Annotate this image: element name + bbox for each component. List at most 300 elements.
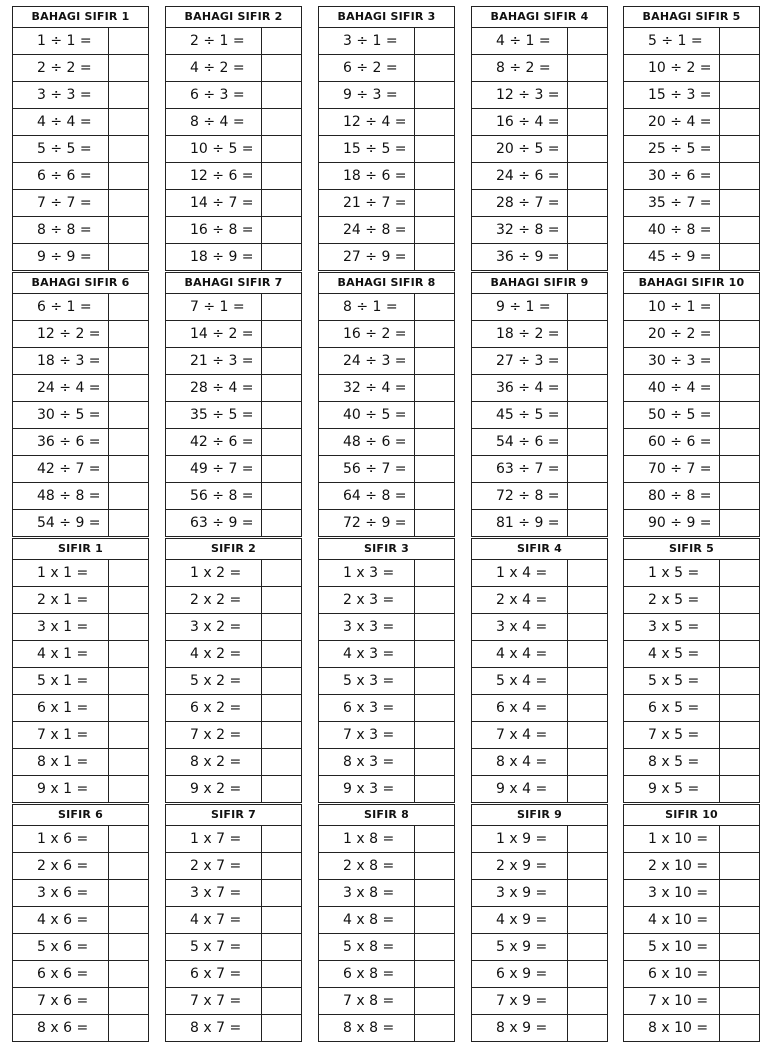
answer-cell[interactable] (262, 988, 301, 1014)
question-cell: 40 ÷ 8 = (624, 217, 720, 243)
answer-cell[interactable] (568, 136, 607, 162)
question-cell: 1 x 8 = (319, 826, 415, 852)
answer-cell[interactable] (262, 853, 301, 879)
answer-cell[interactable] (109, 483, 148, 509)
question-cell: 7 x 1 = (13, 722, 109, 748)
answer-cell[interactable] (720, 722, 759, 748)
answer-cell[interactable] (415, 321, 454, 347)
answer-cell[interactable] (720, 456, 759, 482)
table-row (624, 402, 759, 429)
answer-cell[interactable] (720, 244, 759, 270)
answer-cell[interactable] (262, 587, 301, 613)
table-row (319, 402, 454, 429)
answer-cell[interactable] (720, 826, 759, 852)
multiplication-table-card (165, 538, 302, 803)
table-row (166, 456, 301, 483)
answer-cell[interactable] (262, 375, 301, 401)
answer-cell[interactable] (415, 988, 454, 1014)
answer-cell[interactable] (415, 429, 454, 455)
table-row (13, 321, 148, 348)
answer-cell[interactable] (720, 695, 759, 721)
answer-cell[interactable] (568, 907, 607, 933)
question-cell: 35 ÷ 7 = (624, 190, 720, 216)
answer-cell[interactable] (568, 82, 607, 108)
answer-cell[interactable] (568, 614, 607, 640)
answer-cell[interactable] (568, 961, 607, 987)
table-row (166, 294, 301, 321)
answer-cell[interactable] (262, 190, 301, 216)
answer-cell[interactable] (109, 375, 148, 401)
answer-cell[interactable] (262, 749, 301, 775)
question-cell: 9 ÷ 9 = (13, 244, 109, 270)
table-row (166, 402, 301, 429)
table-row (472, 587, 607, 614)
answer-cell[interactable] (720, 402, 759, 428)
answer-cell[interactable] (568, 1015, 607, 1041)
answer-cell[interactable] (720, 483, 759, 509)
answer-cell[interactable] (568, 695, 607, 721)
answer-cell[interactable] (109, 82, 148, 108)
answer-cell[interactable] (720, 776, 759, 802)
answer-cell[interactable] (109, 456, 148, 482)
answer-cell[interactable] (262, 483, 301, 509)
question-cell: 48 ÷ 6 = (319, 429, 415, 455)
answer-cell[interactable] (415, 641, 454, 667)
question-cell: 4 x 2 = (166, 641, 262, 667)
table-row (624, 776, 759, 802)
answer-cell[interactable] (568, 402, 607, 428)
question-cell: 4 ÷ 1 = (472, 28, 568, 54)
question-cell: 3 x 9 = (472, 880, 568, 906)
table-row (13, 587, 148, 614)
division-table-card (471, 272, 608, 537)
answer-cell[interactable] (415, 82, 454, 108)
table-row (624, 244, 759, 270)
table-row (13, 429, 148, 456)
table-row (319, 244, 454, 270)
answer-cell[interactable] (415, 961, 454, 987)
answer-cell[interactable] (568, 109, 607, 135)
answer-cell[interactable] (262, 456, 301, 482)
answer-cell[interactable] (262, 82, 301, 108)
question-cell: 9 ÷ 1 = (472, 294, 568, 320)
question-cell: 12 ÷ 6 = (166, 163, 262, 189)
question-cell: 1 x 1 = (13, 560, 109, 586)
answer-cell[interactable] (262, 163, 301, 189)
table-row (166, 109, 301, 136)
table-row (624, 880, 759, 907)
answer-cell[interactable] (720, 375, 759, 401)
answer-cell[interactable] (415, 853, 454, 879)
answer-cell[interactable] (568, 853, 607, 879)
question-cell: 8 x 2 = (166, 749, 262, 775)
question-cell: 24 ÷ 8 = (319, 217, 415, 243)
answer-cell[interactable] (568, 55, 607, 81)
answer-cell[interactable] (720, 136, 759, 162)
answer-cell[interactable] (109, 695, 148, 721)
answer-cell[interactable] (109, 163, 148, 189)
table-title: SIFIR 1 (13, 539, 148, 560)
answer-cell[interactable] (415, 109, 454, 135)
answer-cell[interactable] (109, 244, 148, 270)
answer-cell[interactable] (262, 907, 301, 933)
answer-cell[interactable] (568, 456, 607, 482)
question-cell: 5 x 10 = (624, 934, 720, 960)
answer-cell[interactable] (720, 853, 759, 879)
table-row (166, 190, 301, 217)
table-row (624, 722, 759, 749)
answer-cell[interactable] (109, 749, 148, 775)
answer-cell[interactable] (568, 294, 607, 320)
question-cell: 9 x 2 = (166, 776, 262, 802)
answer-cell[interactable] (568, 749, 607, 775)
answer-cell[interactable] (720, 190, 759, 216)
answer-cell[interactable] (109, 560, 148, 586)
table-title: SIFIR 10 (624, 805, 759, 826)
table-row (13, 28, 148, 55)
answer-cell[interactable] (415, 348, 454, 374)
answer-cell[interactable] (262, 429, 301, 455)
answer-cell[interactable] (109, 826, 148, 852)
table-row (166, 988, 301, 1015)
table-row (472, 375, 607, 402)
table-title: BAHAGI SIFIR 8 (319, 273, 454, 294)
table-row (319, 163, 454, 190)
question-cell: 10 ÷ 1 = (624, 294, 720, 320)
answer-cell[interactable] (720, 510, 759, 536)
table-row (319, 776, 454, 802)
answer-cell[interactable] (568, 483, 607, 509)
answer-cell[interactable] (262, 55, 301, 81)
answer-cell[interactable] (415, 375, 454, 401)
question-cell: 2 ÷ 1 = (166, 28, 262, 54)
question-cell: 63 ÷ 7 = (472, 456, 568, 482)
question-cell: 15 ÷ 5 = (319, 136, 415, 162)
answer-cell[interactable] (262, 244, 301, 270)
answer-cell[interactable] (415, 244, 454, 270)
answer-cell[interactable] (568, 217, 607, 243)
answer-cell[interactable] (415, 722, 454, 748)
answer-cell[interactable] (415, 749, 454, 775)
table-row (472, 294, 607, 321)
question-cell: 7 x 4 = (472, 722, 568, 748)
answer-cell[interactable] (568, 880, 607, 906)
question-cell: 6 x 2 = (166, 695, 262, 721)
answer-cell[interactable] (568, 510, 607, 536)
division-table-card (12, 6, 149, 271)
answer-cell[interactable] (415, 294, 454, 320)
question-cell: 3 ÷ 1 = (319, 28, 415, 54)
question-cell: 4 ÷ 4 = (13, 109, 109, 135)
answer-cell[interactable] (415, 510, 454, 536)
answer-cell[interactable] (720, 934, 759, 960)
question-cell: 5 x 5 = (624, 668, 720, 694)
answer-cell[interactable] (262, 28, 301, 54)
answer-cell[interactable] (415, 136, 454, 162)
answer-cell[interactable] (568, 934, 607, 960)
answer-cell[interactable] (109, 880, 148, 906)
answer-cell[interactable] (109, 853, 148, 879)
answer-cell[interactable] (262, 560, 301, 586)
table-row (13, 82, 148, 109)
answer-cell[interactable] (109, 321, 148, 347)
table-row (166, 82, 301, 109)
answer-cell[interactable] (568, 321, 607, 347)
answer-cell[interactable] (720, 614, 759, 640)
answer-cell[interactable] (720, 28, 759, 54)
table-row (624, 217, 759, 244)
table-title: SIFIR 3 (319, 539, 454, 560)
table-row (472, 934, 607, 961)
answer-cell[interactable] (262, 880, 301, 906)
answer-cell[interactable] (720, 668, 759, 694)
answer-cell[interactable] (568, 587, 607, 613)
question-cell: 6 ÷ 6 = (13, 163, 109, 189)
answer-cell[interactable] (109, 109, 148, 135)
answer-cell[interactable] (568, 163, 607, 189)
answer-cell[interactable] (415, 560, 454, 586)
question-cell: 4 x 9 = (472, 907, 568, 933)
answer-cell[interactable] (109, 28, 148, 54)
question-cell: 24 ÷ 6 = (472, 163, 568, 189)
question-cell: 90 ÷ 9 = (624, 510, 720, 536)
answer-cell[interactable] (262, 826, 301, 852)
answer-cell[interactable] (720, 294, 759, 320)
answer-cell[interactable] (262, 776, 301, 802)
answer-cell[interactable] (262, 294, 301, 320)
answer-cell[interactable] (109, 934, 148, 960)
answer-cell[interactable] (415, 614, 454, 640)
answer-cell[interactable] (262, 961, 301, 987)
answer-cell[interactable] (720, 163, 759, 189)
answer-cell[interactable] (720, 988, 759, 1014)
question-cell: 40 ÷ 5 = (319, 402, 415, 428)
table-row (13, 695, 148, 722)
answer-cell[interactable] (415, 456, 454, 482)
answer-cell[interactable] (568, 826, 607, 852)
answer-cell[interactable] (568, 776, 607, 802)
answer-cell[interactable] (720, 880, 759, 906)
answer-cell[interactable] (109, 190, 148, 216)
table-row (166, 641, 301, 668)
answer-cell[interactable] (262, 934, 301, 960)
answer-cell[interactable] (415, 587, 454, 613)
table-row (319, 456, 454, 483)
answer-cell[interactable] (720, 1015, 759, 1041)
answer-cell[interactable] (568, 722, 607, 748)
answer-cell[interactable] (415, 217, 454, 243)
table-row (13, 375, 148, 402)
answer-cell[interactable] (109, 668, 148, 694)
table-row (166, 722, 301, 749)
question-cell: 36 ÷ 6 = (13, 429, 109, 455)
table-row (319, 587, 454, 614)
table-row (624, 1015, 759, 1041)
multiplication-table-card (471, 538, 608, 803)
table-row (319, 375, 454, 402)
answer-cell[interactable] (415, 55, 454, 81)
answer-cell[interactable] (262, 668, 301, 694)
answer-cell[interactable] (109, 1015, 148, 1041)
question-cell: 5 ÷ 5 = (13, 136, 109, 162)
question-cell: 27 ÷ 3 = (472, 348, 568, 374)
answer-cell[interactable] (568, 190, 607, 216)
answer-cell[interactable] (568, 375, 607, 401)
answer-cell[interactable] (415, 668, 454, 694)
table-row (13, 109, 148, 136)
answer-cell[interactable] (568, 641, 607, 667)
answer-cell[interactable] (109, 907, 148, 933)
table-row (472, 190, 607, 217)
question-cell: 30 ÷ 6 = (624, 163, 720, 189)
answer-cell[interactable] (720, 560, 759, 586)
question-cell: 4 x 5 = (624, 641, 720, 667)
answer-cell[interactable] (720, 641, 759, 667)
question-cell: 42 ÷ 7 = (13, 456, 109, 482)
table-row (13, 988, 148, 1015)
question-cell: 7 x 7 = (166, 988, 262, 1014)
answer-cell[interactable] (109, 217, 148, 243)
question-cell: 8 ÷ 8 = (13, 217, 109, 243)
answer-cell[interactable] (262, 136, 301, 162)
question-cell: 2 x 5 = (624, 587, 720, 613)
answer-cell[interactable] (109, 641, 148, 667)
answer-cell[interactable] (415, 934, 454, 960)
answer-cell[interactable] (568, 668, 607, 694)
question-cell: 36 ÷ 4 = (472, 375, 568, 401)
answer-cell[interactable] (720, 82, 759, 108)
table-title: BAHAGI SIFIR 10 (624, 273, 759, 294)
answer-cell[interactable] (720, 321, 759, 347)
table-row (472, 348, 607, 375)
answer-cell[interactable] (415, 826, 454, 852)
question-cell: 18 ÷ 3 = (13, 348, 109, 374)
question-cell: 72 ÷ 9 = (319, 510, 415, 536)
answer-cell[interactable] (720, 907, 759, 933)
answer-cell[interactable] (262, 614, 301, 640)
answer-cell[interactable] (415, 1015, 454, 1041)
table-row (319, 294, 454, 321)
question-cell: 42 ÷ 6 = (166, 429, 262, 455)
answer-cell[interactable] (109, 722, 148, 748)
answer-cell[interactable] (720, 217, 759, 243)
answer-cell[interactable] (262, 402, 301, 428)
table-row (472, 109, 607, 136)
table-row (166, 587, 301, 614)
question-cell: 36 ÷ 9 = (472, 244, 568, 270)
answer-cell[interactable] (415, 28, 454, 54)
table-row (472, 456, 607, 483)
answer-cell[interactable] (109, 55, 148, 81)
question-cell: 8 x 1 = (13, 749, 109, 775)
answer-cell[interactable] (109, 614, 148, 640)
answer-cell[interactable] (568, 988, 607, 1014)
answer-cell[interactable] (109, 348, 148, 374)
answer-cell[interactable] (415, 880, 454, 906)
table-row (624, 55, 759, 82)
table-row (472, 853, 607, 880)
table-row (13, 294, 148, 321)
table-row (166, 907, 301, 934)
answer-cell[interactable] (720, 348, 759, 374)
answer-cell[interactable] (415, 163, 454, 189)
question-cell: 21 ÷ 3 = (166, 348, 262, 374)
question-cell: 5 ÷ 1 = (624, 28, 720, 54)
answer-cell[interactable] (720, 109, 759, 135)
answer-cell[interactable] (109, 961, 148, 987)
answer-cell[interactable] (720, 587, 759, 613)
answer-cell[interactable] (568, 560, 607, 586)
answer-cell[interactable] (720, 961, 759, 987)
answer-cell[interactable] (415, 402, 454, 428)
answer-cell[interactable] (262, 722, 301, 748)
answer-cell[interactable] (415, 695, 454, 721)
answer-cell[interactable] (415, 190, 454, 216)
question-cell: 3 ÷ 3 = (13, 82, 109, 108)
answer-cell[interactable] (262, 510, 301, 536)
answer-cell[interactable] (415, 483, 454, 509)
answer-cell[interactable] (262, 348, 301, 374)
answer-cell[interactable] (109, 294, 148, 320)
answer-cell[interactable] (262, 695, 301, 721)
answer-cell[interactable] (262, 321, 301, 347)
table-row (319, 880, 454, 907)
answer-cell[interactable] (568, 348, 607, 374)
answer-cell[interactable] (262, 1015, 301, 1041)
answer-cell[interactable] (109, 136, 148, 162)
table-row (472, 880, 607, 907)
table-row (624, 641, 759, 668)
question-cell: 28 ÷ 4 = (166, 375, 262, 401)
answer-cell[interactable] (262, 109, 301, 135)
answer-cell[interactable] (109, 776, 148, 802)
answer-cell[interactable] (720, 749, 759, 775)
table-title: BAHAGI SIFIR 6 (13, 273, 148, 294)
answer-cell[interactable] (109, 429, 148, 455)
answer-cell[interactable] (262, 217, 301, 243)
table-row (319, 82, 454, 109)
question-cell: 5 x 6 = (13, 934, 109, 960)
question-cell: 8 x 8 = (319, 1015, 415, 1041)
answer-cell[interactable] (568, 28, 607, 54)
table-row (13, 136, 148, 163)
answer-cell[interactable] (109, 510, 148, 536)
answer-cell[interactable] (720, 429, 759, 455)
question-cell: 54 ÷ 6 = (472, 429, 568, 455)
question-cell: 9 x 4 = (472, 776, 568, 802)
answer-cell[interactable] (109, 587, 148, 613)
answer-cell[interactable] (109, 988, 148, 1014)
table-row (166, 163, 301, 190)
table-row (624, 456, 759, 483)
table-row (13, 510, 148, 536)
answer-cell[interactable] (109, 402, 148, 428)
multiplication-table-card (318, 804, 455, 1042)
question-cell: 5 x 9 = (472, 934, 568, 960)
answer-cell[interactable] (262, 641, 301, 667)
answer-cell[interactable] (415, 907, 454, 933)
answer-cell[interactable] (568, 429, 607, 455)
table-row (166, 244, 301, 270)
question-cell: 3 x 5 = (624, 614, 720, 640)
question-cell: 5 x 4 = (472, 668, 568, 694)
answer-cell[interactable] (415, 776, 454, 802)
table-title: BAHAGI SIFIR 3 (319, 7, 454, 28)
table-row (166, 776, 301, 802)
answer-cell[interactable] (720, 55, 759, 81)
question-cell: 8 x 9 = (472, 1015, 568, 1041)
answer-cell[interactable] (568, 244, 607, 270)
